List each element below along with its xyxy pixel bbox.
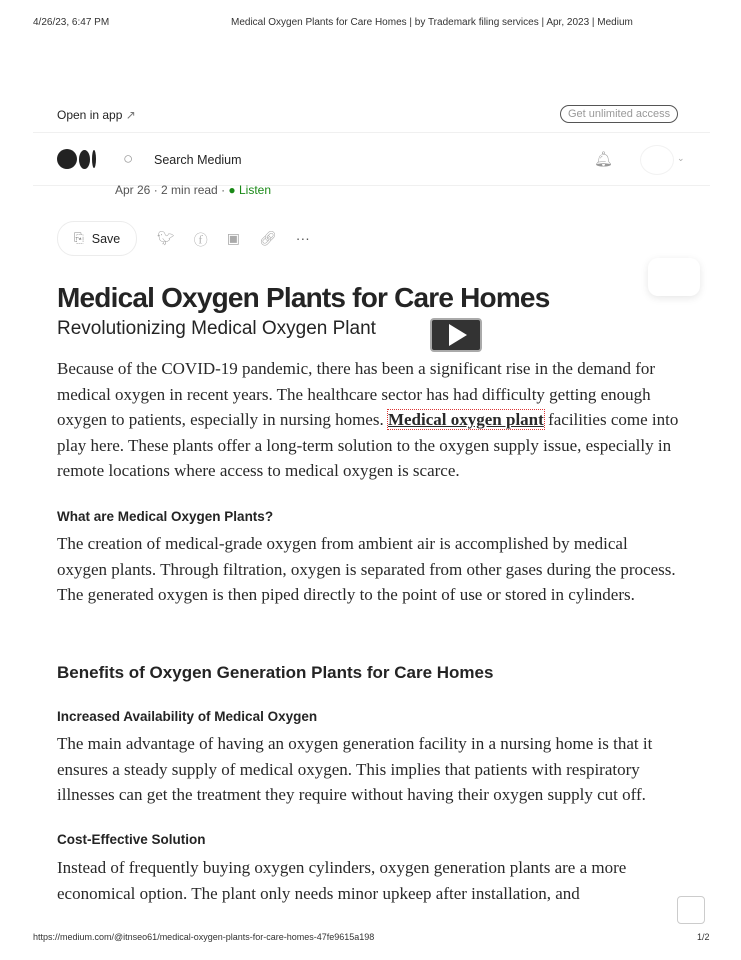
divider: [33, 132, 710, 133]
article-meta: Apr 26 · 2 min read · ● Listen: [115, 183, 272, 197]
twitter-icon[interactable]: 🐦︎: [157, 230, 175, 246]
heading-availability: Increased Availability of Medical Oxygen: [57, 709, 318, 724]
open-in-app-label: Open in app: [57, 108, 123, 122]
text: Because of the COVID-19 pandemic, there has been a significant rise in the demand for medical oxygen in recent years. The healthcare sector has had difficulty getting enough oxygen to patients, especially in nursing homes.: [57, 359, 656, 429]
open-in-app-link[interactable]: [57, 108, 136, 122]
bell-icon[interactable]: 🔔︎: [594, 151, 614, 168]
listen-label: Listen: [239, 183, 272, 197]
save-label: Save: [91, 231, 121, 246]
text: facilities come into play here. These plants offer a long-term solution to the oxygen supply issue, especially in remote locations where access to medical oxygen is scarce.: [57, 410, 679, 480]
avatar[interactable]: [640, 145, 674, 175]
medium-logo[interactable]: [57, 149, 96, 169]
print-page-number: 1/2: [697, 932, 710, 942]
print-datetime: 4/26/23, 6:47 PM: [33, 17, 110, 28]
save-button[interactable]: [57, 221, 137, 256]
heading-what: What are Medical Oxygen Plants?: [57, 509, 274, 524]
facebook-icon[interactable]: ⓕ: [193, 232, 208, 248]
heading-benefits: Benefits of Oxygen Generation Plants for Care Homes: [57, 663, 494, 682]
scroll-top-button[interactable]: [677, 896, 705, 924]
arrow-up-right-icon: ↗: [125, 108, 136, 122]
medical-oxygen-plant-link[interactable]: Medical oxygen plant: [387, 410, 544, 429]
heading-cost: Cost-Effective Solution: [57, 832, 206, 847]
link-icon[interactable]: 🔗︎: [259, 230, 277, 246]
bookmark-icon: ⎘: [73, 231, 84, 245]
print-title: Medical Oxygen Plants for Care Homes | by Trademark filing services | Apr, 2023 | Medium: [231, 17, 633, 28]
publish-date: Apr 26: [115, 183, 151, 197]
chevron-down-icon[interactable]: ⌄: [677, 153, 685, 163]
floating-widget[interactable]: [648, 258, 700, 296]
get-unlimited-access-button[interactable]: Get unlimited access: [560, 105, 678, 123]
paragraph-cost: Instead of frequently buying oxygen cylinders, oxygen generation plants are a more economical option. The plant only needs minor upkeep after installation, and: [57, 858, 627, 903]
paragraph-availability: The main advantage of having an oxygen generation facility in a nursing home is that it ensures a steady supply of medical oxygen. This implies that patients with respiratory illnesses can get the treatment they require without having their oxygen supply cut off.: [57, 734, 653, 804]
article-title: Medical Oxygen Plants for Care Homes: [57, 282, 550, 313]
listen-button[interactable]: ● Listen: [228, 183, 272, 197]
search-icon: ○: [123, 149, 134, 168]
read-time: 2 min read: [161, 183, 218, 197]
search-input[interactable]: Search Medium: [154, 153, 242, 167]
play-icon: [449, 324, 467, 346]
more-icon[interactable]: ···: [295, 230, 310, 246]
linkedin-icon[interactable]: ▣: [226, 230, 241, 246]
print-url: https://medium.com/@itnseo61/medical-oxygen-plants-for-care-homes-47fe9615a198: [33, 932, 375, 942]
paragraph-what: The creation of medical-grade oxygen from ambient air is accomplished by medical oxygen plants. Through filtration, oxygen is separated from other gases during the process. The generated oxygen is then piped directly to the point of use or stored in cylinders.: [57, 534, 676, 604]
paragraph-intro: [57, 356, 687, 484]
article-subtitle: Revolutionizing Medical Oxygen Plant: [57, 318, 376, 339]
video-play-button[interactable]: [430, 318, 482, 352]
